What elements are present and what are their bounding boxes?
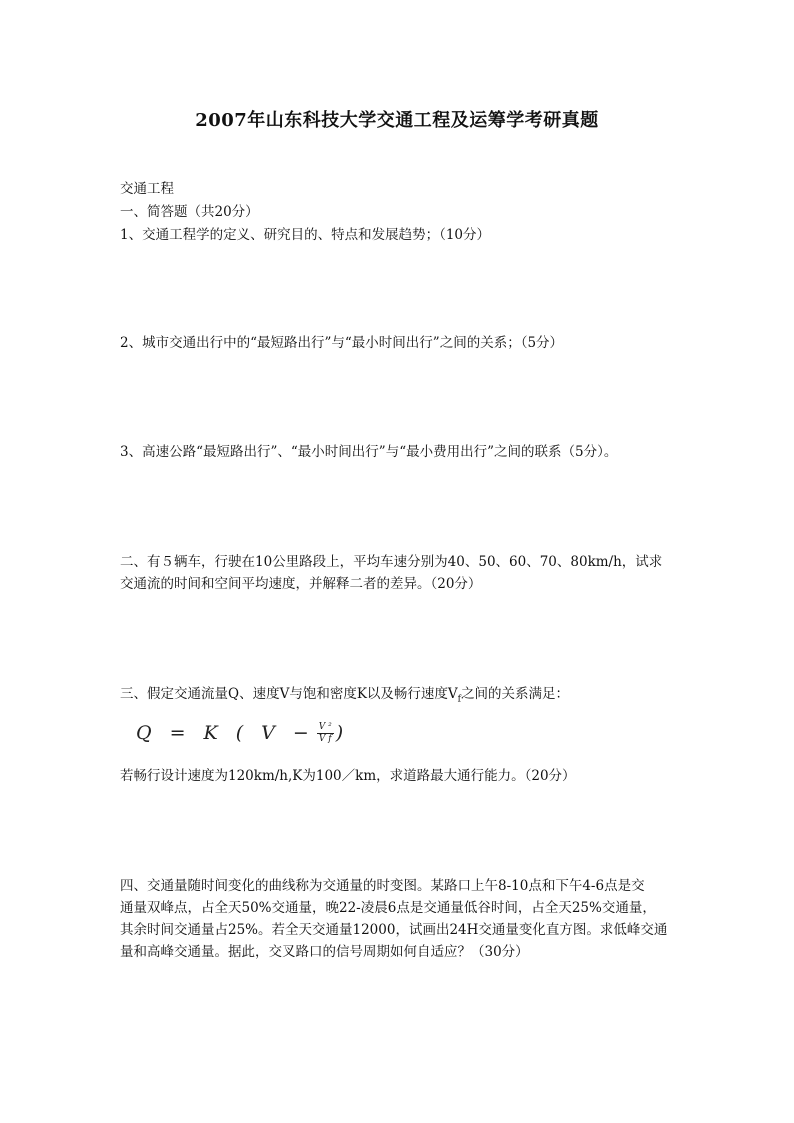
capacity-formula: [136, 716, 343, 750]
part2-line-1: 二、有５辆车，行驶在10公里路段上，平均车速分别为40、50、60、70、80km/h，试求: [120, 554, 663, 570]
question-1: 1、交通工程学的定义、研究目的、特点和发展趋势；（10分）: [120, 227, 491, 243]
part3-subscript: f: [457, 694, 461, 705]
question-2: 2、城市交通出行中的“最短路出行”与“最小时间出行”之间的关系；（5分）: [120, 335, 564, 351]
formula-fraction: [317, 722, 334, 745]
part4-line-4: 量和高峰交通量。据此，交叉路口的信号周期如何自适应？（30分）: [120, 944, 529, 960]
section-heading: 交通工程: [120, 181, 174, 197]
part2-line-2: 交通流的时间和空间平均速度，并解释二者的差异。（20分）: [120, 576, 482, 592]
formula-k: K: [203, 722, 218, 744]
formula-lparen: (: [235, 722, 244, 744]
part4-line-3: 其余时间交通量占25%。若全天交通量12000，试画出24H交通量变化直方图。求低峰交通: [120, 922, 668, 938]
formula-minus: −: [292, 722, 309, 744]
question-3: 3、高速公路“最短路出行”、“最小时间出行”与“最小费用出行”之间的联系（5分）。: [120, 444, 618, 460]
formula-rparen: ): [335, 722, 344, 744]
part4-line-2: 通量双峰点，占全天50%交通量，晚22-凌晨6点是交通量低谷时间，占全天25%交通量，: [120, 900, 656, 916]
part3-text: 三、假定交通流量Q、速度V与饱和密度K以及畅行速度V: [120, 686, 458, 702]
formula-equals: =: [169, 722, 186, 744]
formula-v: V: [261, 722, 275, 744]
part4-line-1: 四、交通量随时间变化的曲线称为交通量的时变图。某路口上午8-10点和下午4-6点是交: [120, 878, 645, 894]
page-title: 2007年山东科技大学交通工程及运筹学考研真题: [195, 110, 599, 131]
part3-line-2: 若畅行设计速度为120km/h,K为100／km，求道路最大通行能力。（20分）: [120, 768, 576, 784]
part1-header: 一、简答题（共20分）: [120, 204, 259, 220]
formula-denominator: V f: [318, 733, 332, 744]
formula-q: Q: [136, 722, 152, 744]
part3-line-1: [120, 684, 569, 710]
part3-text-tail: 之间的关系满足：: [461, 686, 569, 702]
formula-numerator: V ²: [318, 721, 332, 732]
